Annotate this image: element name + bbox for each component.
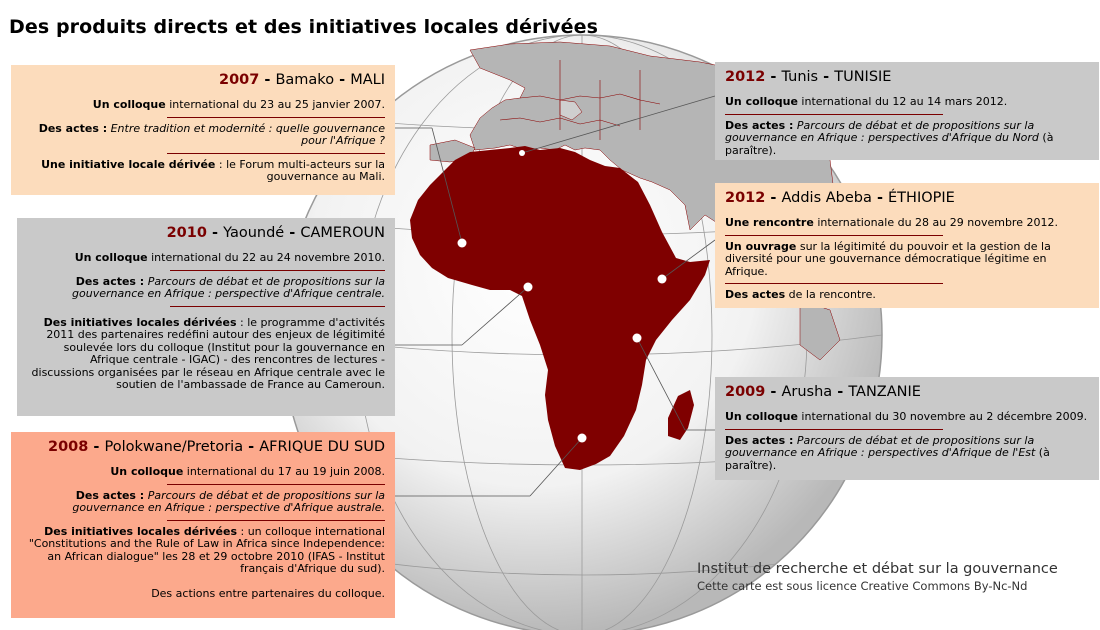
footer-license: Cette carte est sous licence Creative Commons By-Nc-Nd xyxy=(697,579,1028,593)
card-cameroun-initiatives: Des initiatives locales dérivées : le programme d'activités 2011 des partenaires redéfini autour des enjeux de légitimité soulevée lors du colloque (Institut pour la gouvernance en Afrique centrale - IGAC) - des rencontres de lectures - discussions organisées par le réseau en Afrique centrale avec le soutien de l'ambassade de France au Cameroun. xyxy=(31,315,385,391)
marker-pretoria[interactable] xyxy=(578,434,587,443)
card-afrique-du-sud-actes: Des actes : Parcours de débat et de propositions sur la gouvernance en Afrique : perspective d'Afrique australe. xyxy=(72,488,385,514)
divider xyxy=(167,153,385,154)
page-title: Des produits directs et des initiatives locales dérivées xyxy=(9,16,599,38)
card-mali-header: 2007 - Bamako - MALI xyxy=(218,72,385,88)
card-cameroun-actes: Des actes : Parcours de débat et de propositions sur la gouvernance en Afrique : perspective d'Afrique centrale. xyxy=(72,274,385,300)
card-cameroun-header: 2010 - Yaoundé - CAMEROUN xyxy=(166,225,385,241)
card-tanzanie-header: 2009 - Arusha - TANZANIE xyxy=(725,384,921,400)
card-afrique-du-sud xyxy=(11,432,395,618)
card-ethiopie-actes: Des actes de la rencontre. xyxy=(725,288,876,301)
divider xyxy=(167,484,385,485)
card-tanzanie xyxy=(715,377,1099,480)
marker-tunis[interactable] xyxy=(519,150,525,156)
card-tunisie-actes: Des actes : Parcours de débat et de propositions sur la gouvernance en Afrique : perspectives d'Afrique du Nord (à paraître). xyxy=(725,118,1054,157)
card-mali-actes: Des actes : Entre tradition et modernité : quelle gouvernance pour l'Afrique ? xyxy=(38,121,385,147)
card-tanzanie-actes: Des actes : Parcours de débat et de propositions sur la gouvernance en Afrique : perspectives d'Afrique de l'Est (à paraître). xyxy=(725,433,1050,472)
card-afrique-du-sud-actions: Des actions entre partenaires du colloque. xyxy=(151,586,385,600)
divider xyxy=(170,306,385,307)
marker-arusha[interactable] xyxy=(633,334,642,343)
divider xyxy=(167,520,385,521)
card-ethiopie-header: 2012 - Addis Abeba - ÉTHIOPIE xyxy=(725,190,955,206)
card-tunisie-header: 2012 - Tunis - TUNISIE xyxy=(725,69,892,85)
divider xyxy=(170,270,385,271)
card-ethiopie-ouvrage: Un ouvrage sur la légitimité du pouvoir et la gestion de la diversité pour une gouvernance démocratique légitime en Afrique. xyxy=(725,239,1051,278)
card-ethiopie xyxy=(715,183,1099,308)
divider xyxy=(725,429,943,430)
card-tunisie-colloque: Un colloque international du 12 au 14 mars 2012. xyxy=(725,95,1008,108)
card-mali-initiative: Une initiative locale dérivée : le Forum multi-acteurs sur la gouvernance au Mali. xyxy=(41,157,385,183)
card-mali-colloque: Un colloque international du 23 au 25 janvier 2007. xyxy=(92,98,385,111)
divider xyxy=(167,117,385,118)
card-cameroun-colloque: Un colloque international du 22 au 24 novembre 2010. xyxy=(74,251,385,264)
card-tunisie xyxy=(715,62,1099,160)
card-ethiopie-rencontre: Une rencontre internationale du 28 au 29 novembre 2012. xyxy=(725,216,1058,229)
card-afrique-du-sud-initiatives: Des initiatives locales dérivées : un colloque international "Constitutions and the Rule of Law in Africa since Independence: an African dialogue" les 28 et 29 octobre 2010 (IFAS - Institut français d'Afrique du sud). xyxy=(28,524,385,575)
divider xyxy=(725,114,943,115)
marker-yaounde[interactable] xyxy=(524,283,533,292)
card-afrique-du-sud-colloque: Un colloque international du 17 au 19 juin 2008. xyxy=(110,465,385,478)
card-cameroun xyxy=(17,218,395,416)
footer-organization: Institut de recherche et débat sur la gouvernance xyxy=(697,561,1058,577)
card-afrique-du-sud-header: 2008 - Polokwane/Pretoria - AFRIQUE DU SUD xyxy=(47,439,385,455)
divider xyxy=(725,235,943,236)
marker-addis-abeba[interactable] xyxy=(658,275,667,284)
divider xyxy=(725,283,943,284)
card-tanzanie-colloque: Un colloque international du 30 novembre au 2 décembre 2009. xyxy=(725,410,1088,423)
card-mali xyxy=(11,65,395,195)
marker-bamako[interactable] xyxy=(458,239,467,248)
